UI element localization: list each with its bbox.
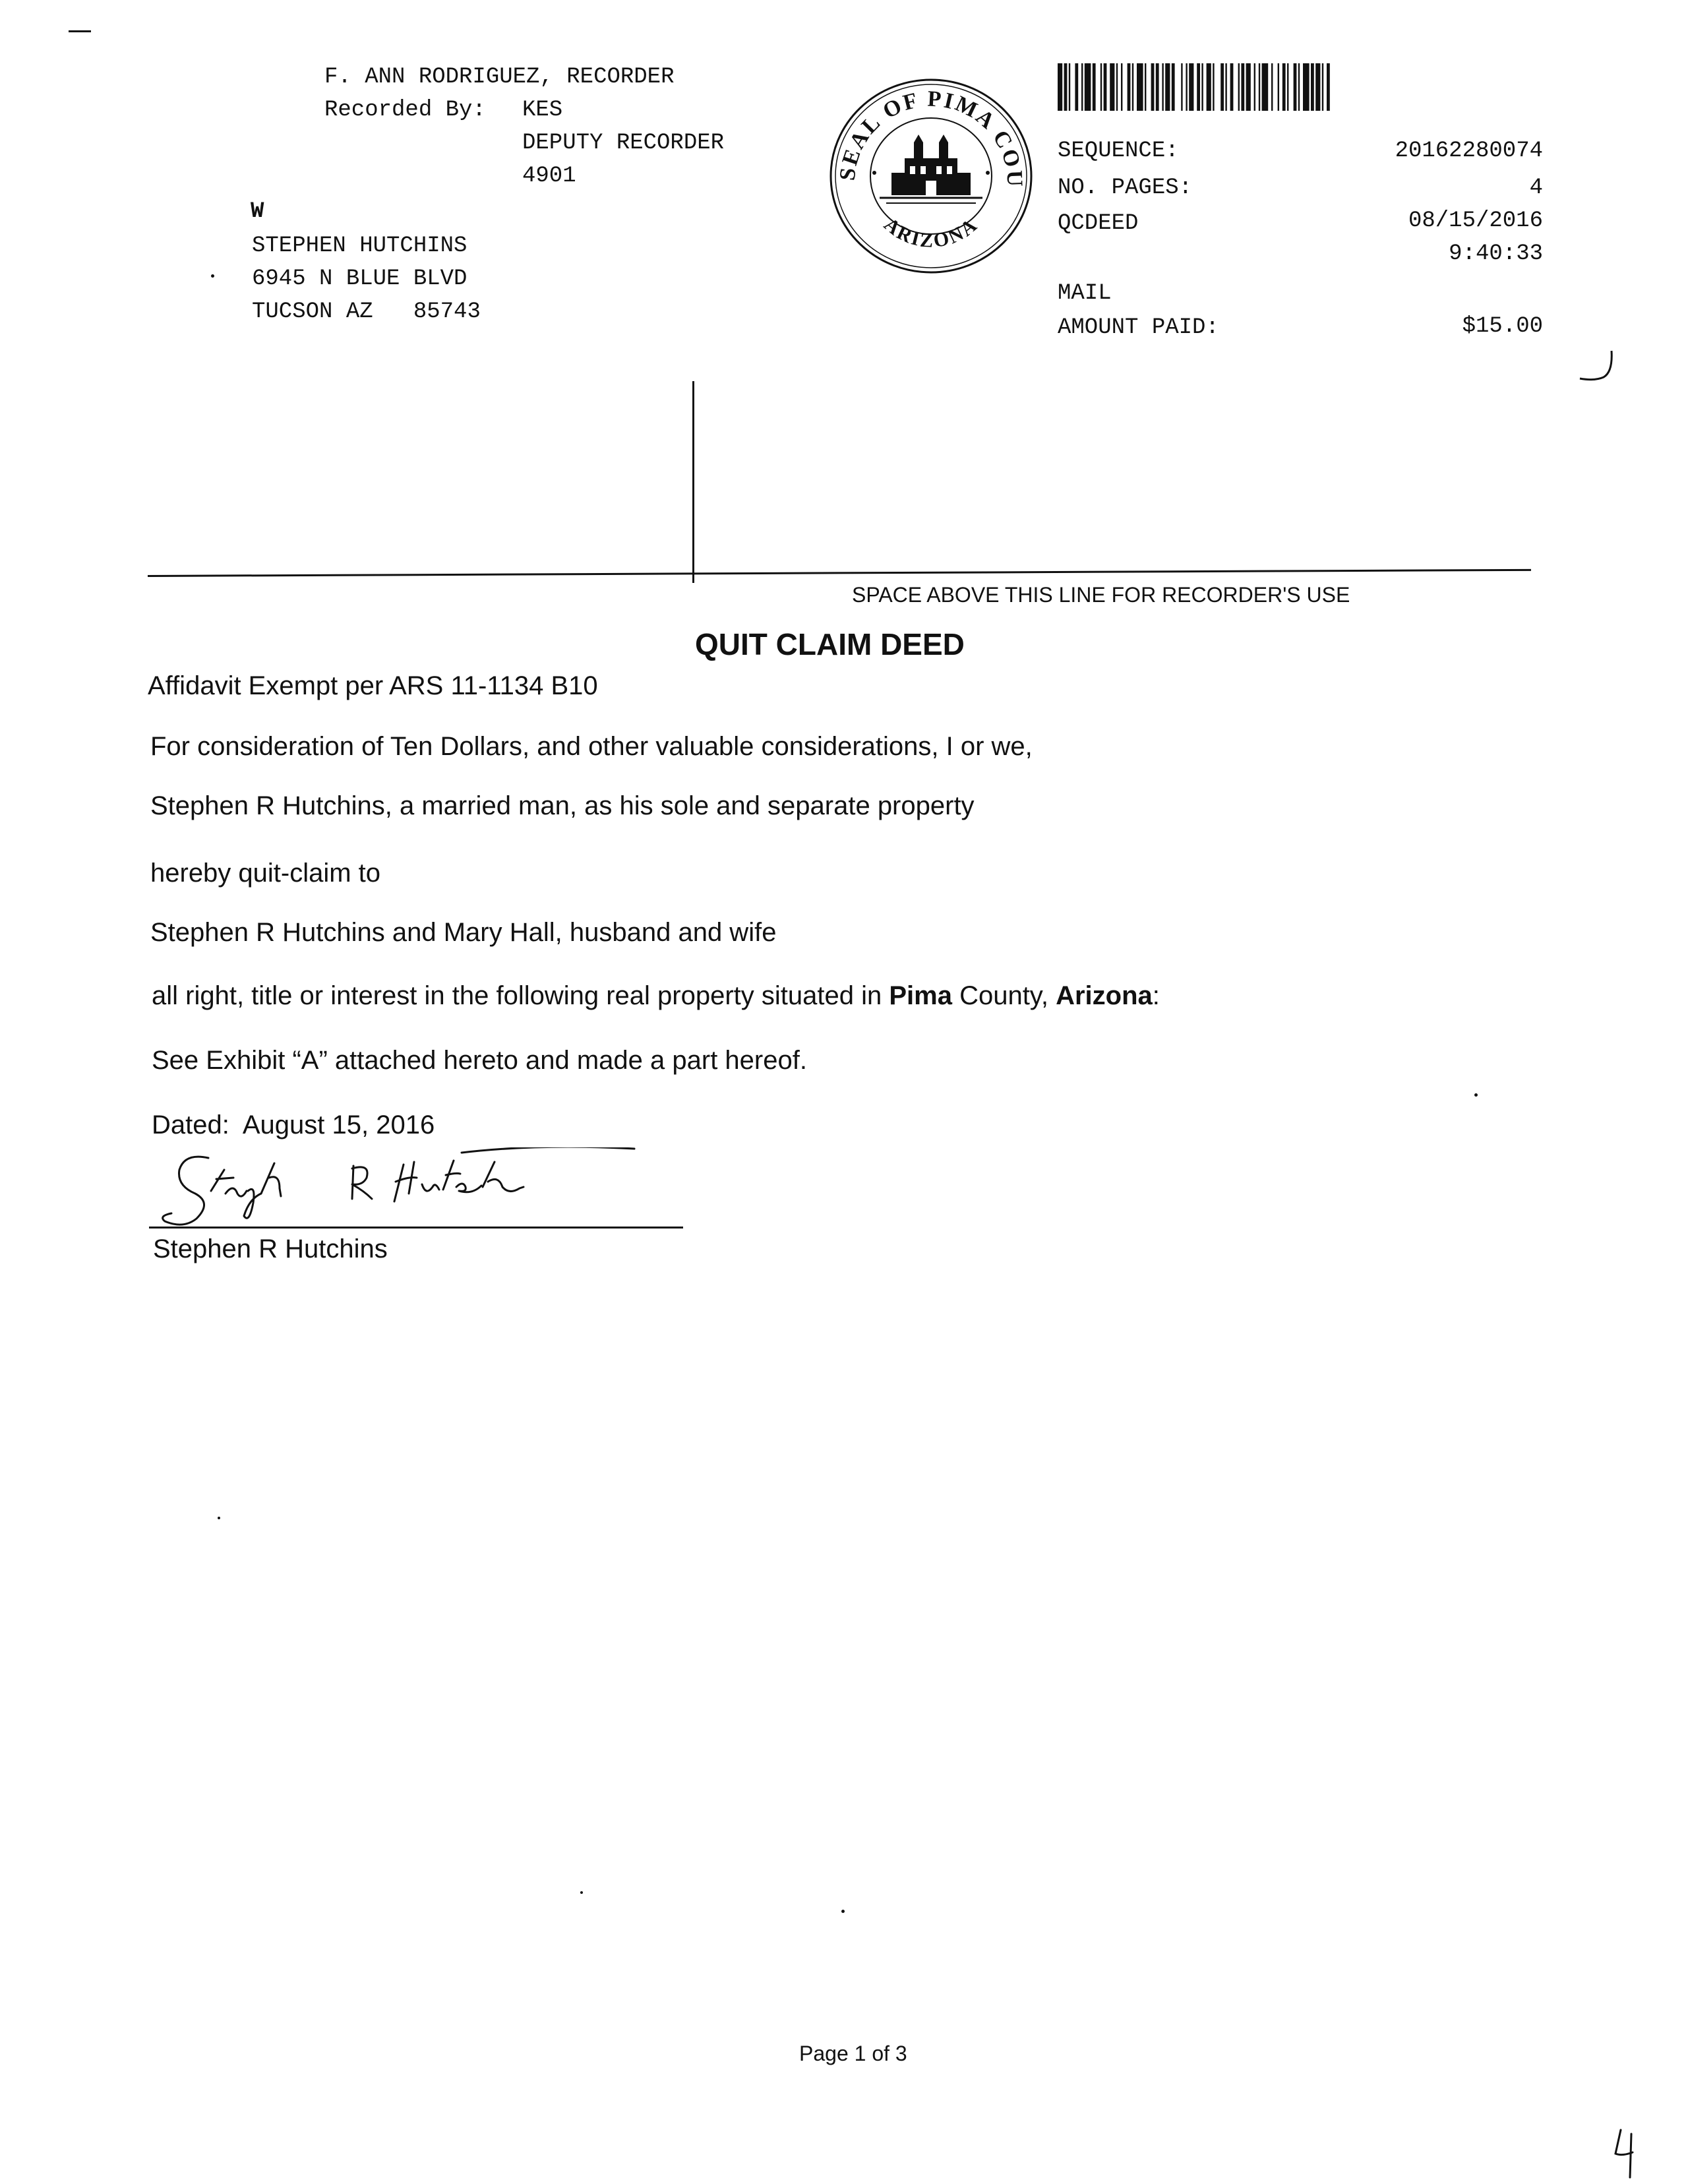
dated-line: Dated: August 15, 2016 xyxy=(152,1110,435,1139)
pages-label: NO. PAGES: xyxy=(1058,175,1193,200)
deed-title: QUIT CLAIM DEED xyxy=(695,627,965,661)
recording-time: 9:40:33 xyxy=(1449,241,1543,266)
grantee-line: Stephen R Hutchins and Mary Hall, husband and wife xyxy=(150,918,777,947)
deputy-number: 4901 xyxy=(522,164,576,189)
return-name: STEPHEN HUTCHINS xyxy=(252,233,467,258)
signer-name: Stephen R Hutchins xyxy=(153,1234,388,1263)
pages-value: 4 xyxy=(1529,175,1543,200)
recorder-space-note: SPACE ABOVE THIS LINE FOR RECORDER'S USE xyxy=(852,583,1350,607)
doc-type: QCDEED xyxy=(1058,211,1139,236)
amount-value: $15.00 xyxy=(1462,314,1543,339)
exemption-line: Affidavit Exempt per ARS 11-1134 B10 xyxy=(148,671,598,700)
stray-dot xyxy=(211,274,214,278)
sequence-label: SEQUENCE: xyxy=(1058,138,1179,164)
stray-dot xyxy=(218,1517,220,1519)
exhibit-line: See Exhibit “A” attached hereto and made a part hereof. xyxy=(152,1046,807,1075)
return-street: 6945 N BLUE BLVD xyxy=(252,266,467,291)
deputy-recorder: DEPUTY RECORDER xyxy=(522,131,725,156)
recorder-space-line xyxy=(148,569,1531,577)
county-suffix: County, xyxy=(951,981,1056,1010)
seal-graphic xyxy=(826,74,1037,278)
property-location-line xyxy=(152,981,1160,1011)
signature-graphic xyxy=(145,1147,646,1233)
stray-dash xyxy=(69,30,91,32)
consideration-line: For consideration of Ten Dollars, and other valuable considerations, I or we, xyxy=(150,732,1033,761)
page-number: Page 1 of 3 xyxy=(799,2042,907,2065)
recorder-name: F. ANN RODRIGUEZ, RECORDER xyxy=(324,65,675,90)
grantor-line: Stephen R Hutchins, a married man, as his sole and separate property xyxy=(150,791,975,820)
svg-text:ARIZONA: ARIZONA xyxy=(880,213,982,252)
sequence-value: 20162280074 xyxy=(1395,138,1543,164)
signature-line xyxy=(149,1227,683,1228)
barcode-graphic xyxy=(1058,63,1506,111)
delivery-method: MAIL xyxy=(1058,281,1112,306)
handwritten-page-number xyxy=(1606,2127,1646,2180)
state-name: Arizona xyxy=(1056,981,1153,1010)
recorded-by-label: Recorded By: xyxy=(324,98,486,123)
svg-text:THE SEAL OF PIMA COUNTY: SEAL OF PIMA COU xyxy=(835,86,1027,189)
stray-dot xyxy=(1474,1093,1478,1097)
state-suffix: : xyxy=(1152,981,1160,1010)
recorded-by-value: KES xyxy=(522,98,563,123)
recorder-space-divider xyxy=(692,381,694,583)
interest-prefix: all right, title or interest in the following real property situated in xyxy=(152,981,889,1010)
county-name: Pima xyxy=(889,981,952,1010)
county-seal xyxy=(826,74,1037,278)
stray-dot xyxy=(841,1910,845,1913)
recording-date: 08/15/2016 xyxy=(1408,208,1543,233)
amount-label: AMOUNT PAID: xyxy=(1058,315,1219,340)
marker-letter: W xyxy=(251,199,264,224)
quitclaim-line: hereby quit-claim to xyxy=(150,859,381,888)
return-city: TUCSON AZ 85743 xyxy=(252,299,481,324)
stray-dot xyxy=(580,1891,583,1894)
handwritten-mark xyxy=(1577,348,1617,388)
barcode xyxy=(1058,63,1506,111)
signature xyxy=(145,1147,646,1233)
